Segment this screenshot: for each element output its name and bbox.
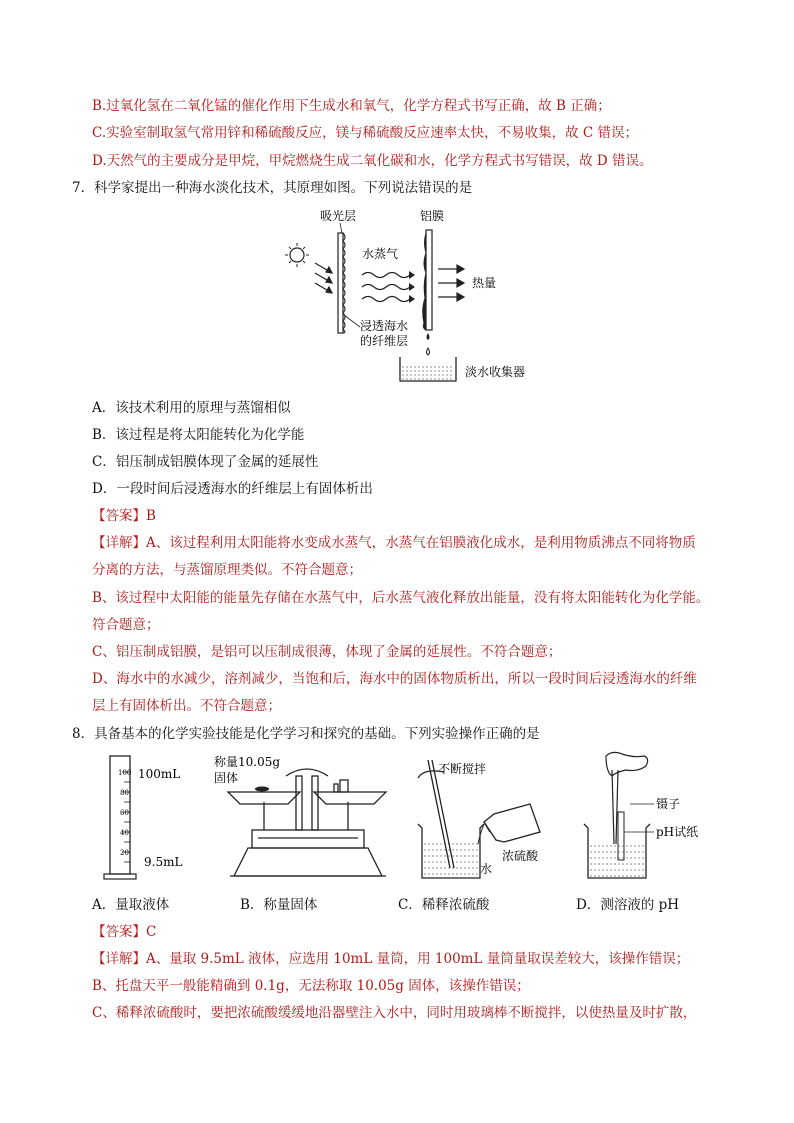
- q8-option-c: C．稀释浓硫酸: [398, 897, 490, 913]
- graduated-cylinder-icon: [104, 756, 136, 879]
- fiber-label-1: 浸透海水: [360, 319, 409, 333]
- q7-detail-1: 【详解】A、该过程利用太阳能将水变成水蒸气，水蒸气在铝膜液化成水，是利用物质沸点不同将物质: [92, 535, 696, 551]
- answer-value: B: [146, 508, 156, 524]
- acid-label: 浓硫酸: [502, 849, 539, 863]
- weigh-label-2: 固体: [214, 771, 239, 785]
- q7-option-b: B．该过程是将太阳能转化为化学能: [92, 427, 305, 443]
- prev-explanation-c: C.实验室制取氢气常用锌和稀硫酸反应，镁与稀硫酸反应速率太快，不易收集，故 C 错误；: [92, 125, 639, 141]
- q7-answer: [92, 506, 156, 526]
- heat-label: 热量: [472, 276, 497, 290]
- tweezers-icon: [612, 770, 618, 844]
- ph-paper-label: pH试纸: [656, 825, 699, 839]
- balance-icon: [228, 769, 386, 876]
- q8-option-d: D．测溶液的 pH: [576, 897, 680, 913]
- answer-tag: 【答案】: [92, 508, 146, 524]
- q8-stem: 8．具备基本的化学实验技能是化学学习和探究的基础。下列实验操作正确的是: [72, 726, 540, 742]
- stir-label: 不断搅拌: [438, 762, 487, 776]
- q8-answer: [92, 922, 156, 942]
- q8-option-a: A．量取液体: [92, 897, 170, 913]
- fiber-label-2: 的纤维层: [360, 334, 409, 348]
- q8-detail-3: C、稀释浓硫酸时，要把浓硫酸缓缓地沿器壁注入水中，同时用玻璃棒不断搅拌，以使热量及时扩散，: [92, 1005, 697, 1021]
- collector-label: 淡水收集器: [465, 365, 526, 379]
- prev-explanation-b: B.过氧化氢在二氧化锰的催化作用下生成水和氧气，化学方程式书写正确，故 B 正确；: [92, 98, 611, 114]
- svg-text:20: 20: [120, 849, 129, 857]
- detail-tag: 【详解】: [92, 951, 146, 967]
- q7-option-c: C．铝压制成铝膜体现了金属的延展性: [92, 454, 319, 470]
- svg-text:60: 60: [120, 809, 129, 817]
- q8-detail-2: B、托盘天平一般能精确到 0.1g，无法称取 10.05g 固体，该操作错误；: [92, 978, 530, 994]
- answer-tag: 【答案】: [92, 924, 146, 940]
- q7-option-d: D．一段时间后浸透海水的纤维层上有固体析出: [92, 481, 373, 497]
- prev-explanation-d: D.天然气的主要成分是甲烷，甲烷燃烧生成二氧化碳和水，化学方程式书写错误，故 D 错误。: [92, 153, 653, 169]
- sun-icon: [285, 243, 309, 267]
- q7-stem: 7．科学家提出一种海水淡化技术，其原理如图。下列说法错误的是: [72, 180, 473, 196]
- svg-text:100: 100: [118, 769, 132, 777]
- weigh-label-1: 称量10.05g: [214, 755, 281, 769]
- svg-text:40: 40: [120, 829, 129, 837]
- acid-bottle-icon: [484, 804, 540, 842]
- water-label: 水: [480, 862, 493, 876]
- q7-option-a: A．该技术利用的原理与蒸馏相似: [92, 400, 291, 416]
- q7-detail-2: 分离的方法，与蒸馏原理类似。不符合题意；: [92, 562, 362, 578]
- vapor-label: 水蒸气: [362, 247, 399, 261]
- q7-desalination-figure: [270, 203, 570, 383]
- absorb-layer-label: 吸光层: [320, 209, 357, 223]
- q7-detail-5: C、铝压制成铝膜，是铝可以压制成很薄，体现了金属的延展性。不符合题意；: [92, 644, 562, 660]
- q8-option-b: B．称量固体: [240, 897, 318, 913]
- q7-detail-3: B、该过程中太阳能的能量先存储在水蒸气中，后水蒸气液化释放出能量，没有将太阳能转化为化学能。: [92, 590, 710, 606]
- answer-value: C: [146, 924, 157, 940]
- al-film-label: 铝膜: [420, 209, 445, 223]
- q7-detail-7: 层上有固体析出。不符合题意；: [92, 698, 281, 714]
- detail-tag: 【详解】: [92, 535, 146, 551]
- q8-lab-figure: [100, 748, 720, 888]
- svg-text:80: 80: [120, 789, 129, 797]
- q8-detail-1: 【详解】A、量取 9.5mL 液体，应选用 10mL 量筒，用 100mL 量筒量取误差较大，该操作错误；: [92, 951, 690, 967]
- q7-detail-6: D、海水中的水减少，溶剂减少，当饱和后，海水中的固体物质析出，所以一段时间后浸透海水的纤维: [92, 671, 697, 687]
- cylinder-capacity-label: 100mL: [138, 767, 181, 781]
- tweezers-label: 镊子: [656, 797, 681, 811]
- cylinder-volume-label: 9.5mL: [144, 855, 183, 869]
- q7-detail-4: 符合题意；: [92, 617, 160, 633]
